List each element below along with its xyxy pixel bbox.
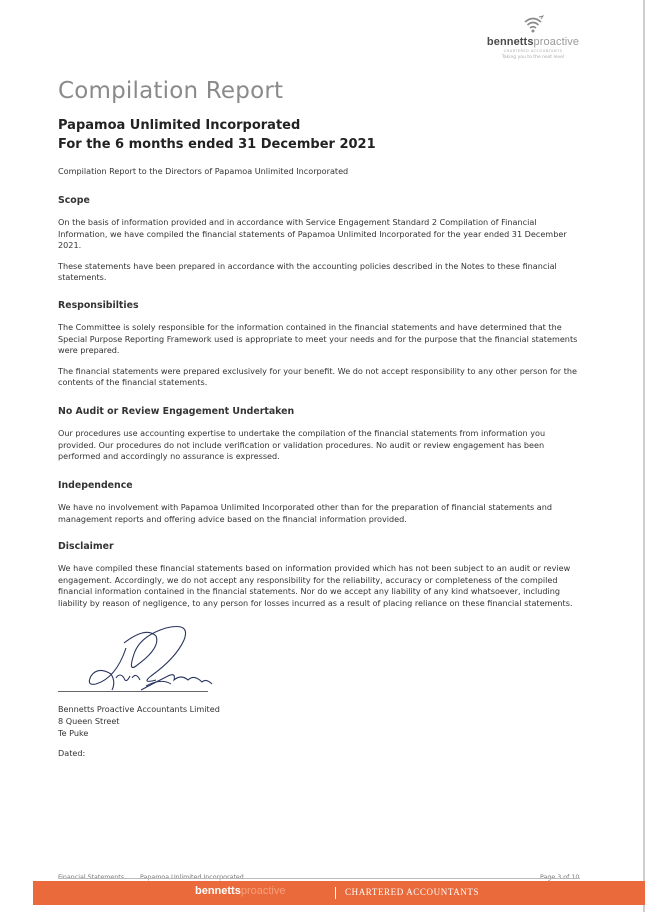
section-disclaimer — [58, 541, 578, 618]
page-title: Compilation Report — [58, 78, 284, 104]
footer-brand-bar — [33, 881, 645, 905]
section-paragraph: These statements have been prepared in accordance with the accounting policies described in the Notes to these financial statements. — [58, 260, 557, 283]
signature-line — [58, 691, 208, 692]
footer-divider — [58, 878, 580, 879]
section-heading: No Audit or Review Engagement Undertaken — [58, 406, 295, 417]
company-logo — [478, 14, 588, 60]
section-heading: Responsibilties — [58, 300, 139, 311]
section-paragraph: On the basis of information provided and in accordance with Service Engagement Standard 2 Compilation of Financial Information, we have compiled the financial statements of Papamoa Unlimited Incorporated for the year ended 31 December 2021. — [58, 217, 567, 251]
address-street: 8 Queen Street — [58, 716, 120, 726]
org-name: Papamoa Unlimited Incorporated — [58, 118, 301, 133]
report-heading — [58, 116, 376, 154]
section-heading: Scope — [58, 195, 90, 206]
logo-wordmark: bennettsproactive — [486, 36, 580, 48]
section-heading: Independence — [58, 480, 133, 491]
footer-page-number: Page 3 of 10 — [540, 874, 580, 881]
section-scope — [58, 195, 578, 293]
address-city: Te Puke — [58, 728, 89, 738]
dated-label: Dated: — [58, 748, 86, 758]
footer-brand: bennettsproactive — [195, 885, 286, 897]
section-independence — [58, 480, 578, 534]
section-paragraph: Our procedures use accounting expertise to undertake the compilation of the financial statements from information you provided. Our procedures do not include verification or validation procedures. No audit or review engagement has been performed and accordingly no assurance is expressed. — [58, 428, 546, 462]
section-no-audit — [58, 406, 578, 472]
address-company: Bennetts Proactive Accountants Limited — [58, 704, 220, 714]
footer-doc-label: Financial Statements — [58, 874, 124, 881]
section-paragraph: We have no involvement with Papamoa Unlimited Incorporated other than for the preparation of financial statements and management reports and offering advice based on the financial information provided. — [58, 502, 553, 524]
section-paragraph: The Committee is solely responsible for the information contained in the financial statements and have determined that the Special Purpose Reporting Framework used is appropriate to meet your needs and for the purpose that the financial statements were prepared. — [58, 322, 578, 356]
section-paragraph: We have compiled these financial statements based on information provided which has not been subject to an audit or review engagement. Accordingly, we do not accept any responsibility for the reliability, accuracy or completeness of the compiled financial information contained in the financial statements. Nor do we accept any liability of any kind whatsoever, including liability by reason of negligence, to any person for losses incurred as a result of placing reliance on these financial statements. — [58, 563, 573, 608]
report-period: For the 6 months ended 31 December 2021 — [58, 137, 376, 152]
footer-separator — [335, 887, 336, 899]
footer-chartered: CHARTERED ACCOUNTANTS — [345, 887, 480, 897]
section-heading: Disclaimer — [58, 541, 114, 552]
signatory-address — [58, 703, 220, 739]
logo-subtitle: CHARTERED ACCOUNTANTS — [503, 49, 563, 53]
footer-org-label: Papamoa Unlimited Incorporated — [140, 874, 244, 881]
wifi-swoosh-icon — [522, 14, 544, 34]
logo-tagline: Taking you to the next level — [501, 55, 565, 60]
handwritten-signature — [56, 618, 226, 698]
section-responsibilities — [58, 300, 578, 398]
intro-line: Compilation Report to the Directors of Papamoa Unlimited Incorporated — [58, 166, 349, 176]
section-paragraph: The financial statements were prepared exclusively for your benefit. We do not accept responsibility to any other person for the contents of the financial statements. — [58, 365, 577, 388]
